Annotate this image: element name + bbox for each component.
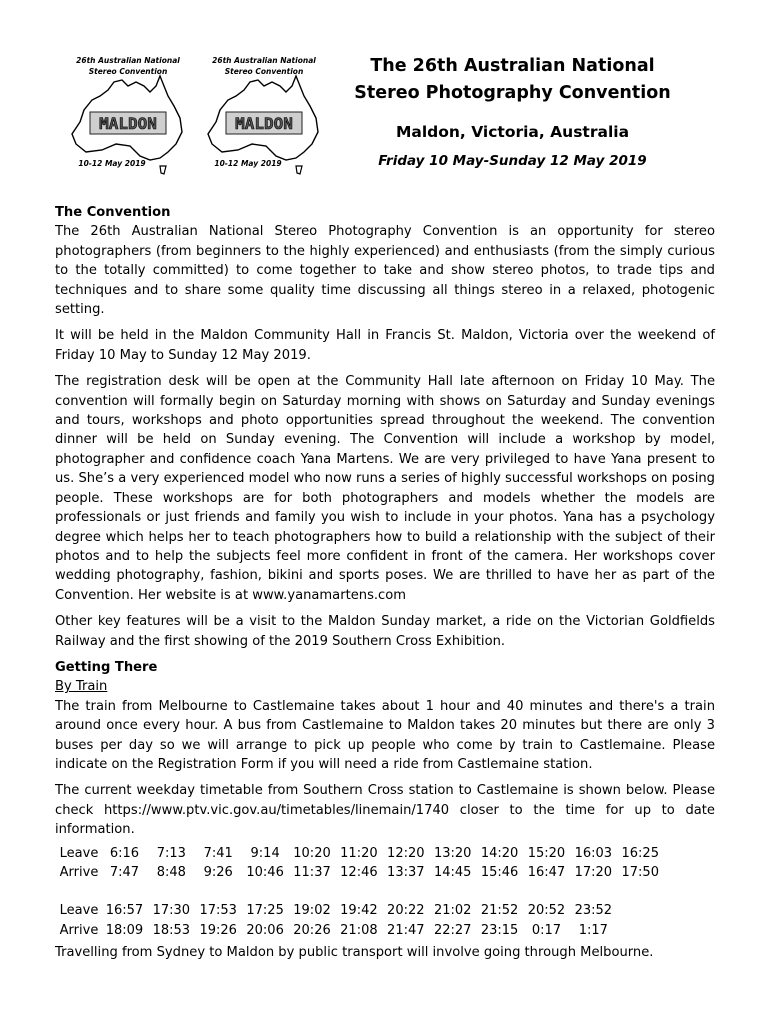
timetable-cell: 17:50	[621, 865, 659, 880]
timetable-cell	[617, 921, 664, 940]
timetable-cell: 15:46	[480, 865, 519, 880]
timetable-cell: 12:20	[387, 845, 425, 861]
convention-paragraph: The registration desk will be open at the Community Hall late afternoon on Friday 10 May. The convention will formally begin on Saturday morning with shows on Saturday and Sunday evenings and tours, workshops and photo opportunities spread throughout the weekend. The convention dinner will be held on Sunday evening. The Convention will include a workshop by model, photographer and confidence coach Yana Martens. We are very privileged to have Yana present to us. She’s a very experienced model who now runs a series of highly successful workshops on posing people. These workshops are for both photographers and models whether the models are professionals or just friends and family you wish to include in your photos. Yana has a psychology degree which helps her to teach photographers how to build a relationship with the subject of their photos and to help the subjects feel more confident in front of the camera. Her workshops cover wedding photography, fashion, bikini and sports poses. We are thrilled to have her as part of the Convention. Her website is at www.yanamartens.com	[55, 374, 715, 603]
timetable-cell: 7:13	[156, 845, 186, 861]
timetable-arrive-row	[57, 921, 664, 940]
convention-logo-left	[66, 52, 190, 180]
timetable-cell: 20:26	[293, 922, 331, 938]
timetable-cell: 21:52	[480, 903, 519, 919]
timetable-cell: 13:20	[433, 845, 472, 861]
timetable-cell: 12:46	[340, 865, 378, 880]
timetable-spacer	[57, 882, 664, 901]
timetable-cell: 0:17	[531, 922, 562, 938]
event-dates: Friday 10 May-Sunday 12 May 2019	[378, 153, 647, 169]
logo-title-line1: 26th Australian National	[76, 56, 180, 65]
timetable-arrive-row	[57, 863, 664, 882]
timetable-cell: 13:37	[387, 865, 425, 880]
timetable-cell: 17:53	[199, 903, 237, 919]
tasmania-outline	[296, 166, 302, 174]
timetable-cell: 18:09	[105, 922, 144, 938]
australia-map-logo	[66, 52, 190, 180]
timetable-cell: 17:25	[246, 903, 284, 919]
logo-title-line2: Stereo Convention	[224, 67, 304, 76]
timetable-leave-row	[57, 844, 664, 863]
timetable-cell: 14:45	[433, 865, 472, 880]
timetable-cell: 21:02	[433, 903, 472, 919]
timetable-cell: 17:30	[152, 903, 191, 919]
timetable-cell: 19:26	[199, 922, 237, 938]
timetable-cell: 9:26	[203, 865, 233, 880]
timetable-cell: 6:16	[109, 845, 140, 861]
timetable-cell: 11:37	[293, 865, 331, 880]
closing-paragraph: Travelling from Sydney to Maldon by public transport will involve going through Melbourne.	[55, 945, 654, 961]
timetable-cell: 16:57	[105, 903, 144, 919]
logo-title-line1: 26th Australian National	[212, 56, 316, 65]
timetable-row-label: Arrive	[59, 865, 99, 880]
convention-paragraph: Other key features will be a visit to the Maldon Sunday market, a ride on the Victorian Goldfields Railway and the first showing of the 2019 Southern Cross Exhibition.	[55, 614, 715, 649]
timetable-cell: 17:20	[574, 865, 613, 880]
timetable-cell: 1:17	[578, 922, 608, 938]
logo-title-line2: Stereo Convention	[88, 67, 168, 76]
page-title-line1: The 26th Australian National	[370, 56, 655, 76]
timetable-cell: 11:20	[340, 845, 378, 861]
timetable-cell: 22:27	[433, 922, 472, 938]
timetable-cell: 18:53	[152, 922, 191, 938]
convention-paragraph: The 26th Australian National Stereo Photography Convention is an opportunity for stereo photographers (from beginners to the highly experienced) and enthusiasts (from the simply curious to the totally committed) to come together to take and show stereo photos, to trade tips and techniques and to share some quality time discussing all things stereo in a relaxed, photogenic setting.	[55, 224, 715, 318]
timetable-cell: 16:03	[574, 845, 613, 861]
timetable-cell: 10:20	[293, 845, 331, 861]
timetable-cell: 20:06	[246, 922, 284, 938]
logo-dates: 10-12 May 2019	[78, 159, 146, 168]
timetable-row-label: Leave	[59, 845, 99, 861]
timetable-cell: 21:47	[387, 922, 425, 938]
tasmania-outline	[160, 166, 166, 174]
logo-place: MALDON	[99, 114, 157, 133]
getting-there-heading: Getting There	[55, 659, 158, 675]
document-body	[55, 203, 715, 970]
train-timetable	[57, 844, 664, 941]
logo-place: MALDON	[235, 114, 293, 133]
timetable-cell: 9:14	[250, 845, 280, 861]
timetable-cell: 7:47	[109, 865, 140, 880]
timetable-cell: 19:02	[293, 903, 331, 919]
timetable-row-label: Leave	[59, 903, 99, 919]
timetable-cell: 8:48	[156, 865, 186, 880]
logo-dates: 10-12 May 2019	[214, 159, 282, 168]
page-title-line2: Stereo Photography Convention	[354, 83, 671, 103]
getting-there-paragraph: The current weekday timetable from Southern Cross station to Castlemaine is shown below. Please check https://www.ptv.vic.gov.au/timetables/linemain/1740 closer to the time for up to date information.	[55, 783, 715, 838]
timetable-cell	[617, 901, 664, 920]
timetable-cell: 14:20	[480, 845, 519, 861]
convention-heading: The Convention	[55, 205, 171, 220]
timetable-cell: 20:22	[387, 903, 425, 919]
timetable-row-label: Arrive	[59, 922, 99, 938]
timetable-cell: 7:41	[203, 845, 233, 861]
timetable-cell: 16:25	[621, 845, 659, 861]
timetable-cell: 20:52	[527, 903, 566, 919]
timetable-cell: 19:42	[340, 903, 378, 919]
convention-logo-right	[202, 52, 326, 180]
getting-there-paragraph: The train from Melbourne to Castlemaine takes about 1 hour and 40 minutes and there's a train around once every hour. A bus from Castlemaine to Maldon takes 20 minutes but there are only 3 buses per day so we will arrange to pick up people who come by train to Castlemaine. Please indicate on the Registration Form if you will need a ride from Castlemaine station.	[55, 698, 715, 772]
timetable-cell: 23:15	[480, 922, 519, 938]
by-train-subheading: By Train	[55, 679, 108, 695]
australia-map-logo	[202, 52, 326, 180]
timetable-cell: 16:47	[527, 865, 566, 880]
timetable-cell: 23:52	[574, 903, 613, 919]
page-subtitle: Maldon, Victoria, Australia	[395, 123, 630, 141]
timetable-leave-row	[57, 901, 664, 920]
convention-paragraph: It will be held in the Maldon Community Hall in Francis St. Maldon, Victoria over the weekend of Friday 10 May to Sunday 12 May 2019.	[55, 328, 715, 363]
timetable-cell: 10:46	[246, 865, 284, 880]
timetable-cell: 15:20	[527, 845, 566, 861]
timetable-cell: 21:08	[340, 922, 378, 938]
